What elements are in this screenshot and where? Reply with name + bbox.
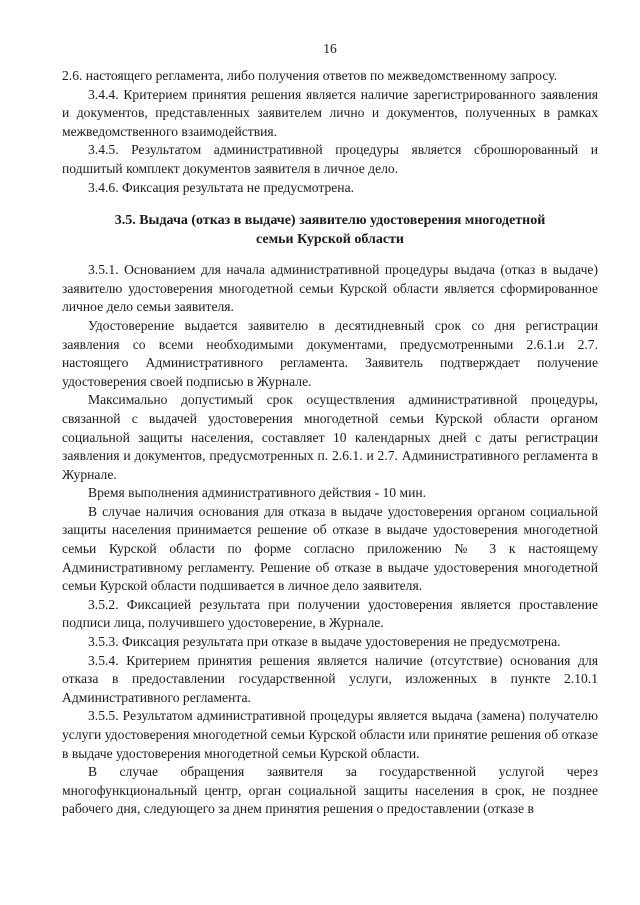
heading-line-1: 3.5. Выдача (отказ в выдаче) заявителю удостоверения многодетной [114,213,546,229]
paragraph-3-5-1: 3.5.1. Основанием для начала административной процедуры выдача (отказ в выдаче) заявителю удостоверения многодетной семьи Курской области является сформированное личное дело семьи заявителя. [62,262,598,315]
paragraph-3-5-4: 3.5.4. Критерием принятия решения является наличие (отсутствие) основания для отказа в предоставлении государственной услуги, изложенных в пункте 2.10.1 Административного регламента. [62,652,598,705]
paragraph-refusal: В случае наличия основания для отказа в выдаче удостоверения органом социальной защиты населения принимается решение об отказе в выдаче удостоверения многодетной семьи Курской области по форме согласно приложению № 3 к настоящему Административному регламенту. Решение об отказе в выдаче удостоверения многодетной семьи Курской области подшивается в личное дело заявителя. [62,503,598,594]
paragraph-3-5-5: 3.5.5. Результатом административной процедуры является выдача (замена) получателю услуги удостоверения многодетной семьи Курской области или принятие решения об отказе в выдаче удостоверения многодетной семьи Курской области. [62,708,598,761]
paragraph-3-4-5: 3.4.5. Результатом административной процедуры является сброшюрованный и подшитый комплект документов заявителя в личное дело. [62,142,598,176]
paragraph-continuation: 2.6. настоящего регламента, либо получения ответов по межведомственному запросу. [62,68,558,83]
paragraph-3-4-6: 3.4.6. Фиксация результата не предусмотрена. [88,179,355,195]
paragraph-execution-time: Время выполнения административного действия - 10 мин. [88,485,427,501]
paragraph-mfc: В случае обращения заявителя за государственной услугой через многофункциональный центр, орган социальной защиты населения в срок, не позднее рабочего дня, следующего за днем принятия решения о предоставлении (отказе в [62,764,598,817]
paragraph-3-5-3: 3.5.3. Фиксация результата при отказе в выдаче удостоверения не предусмотрена. [88,634,561,650]
paragraph-issue-term: Удостоверение выдается заявителю в десятидневный срок со дня регистрации заявления со всеми необходимыми документами, предусмотренными 2.6.1.и 2.7. настоящего Административного регламента. Заявитель подтверждает получение удостоверения своей подписью в Журнале. [62,317,598,389]
section-3-4-tail [62,67,598,197]
paragraph-max-term: Максимально допустимый срок осуществления административной процедуры, связанной с выдачей удостоверения многодетной семьи Курской области органом социальной защиты населения, составляет 10 календарных дней с даты регистрации заявления и документов, предусмотренных п. 2.6.1. и 2.7. Административного регламента в Журнале. [62,392,598,482]
section-heading-3-5 [62,211,598,249]
page-number: 16 [323,41,337,56]
heading-line-2: семьи Курской области [255,232,405,248]
paragraph-3-4-4: 3.4.4. Критерием принятия решения является наличие зарегистрированного заявления и документов, представленных заявителем лично и документов, полученных в рамках межведомственного взаимодействия. [62,86,598,139]
section-3-5-body [62,261,598,819]
paragraph-3-5-2: 3.5.2. Фиксацией результата при получении удостоверения является проставление подписи лица, получившего удостоверение, в Журнале. [62,596,598,631]
